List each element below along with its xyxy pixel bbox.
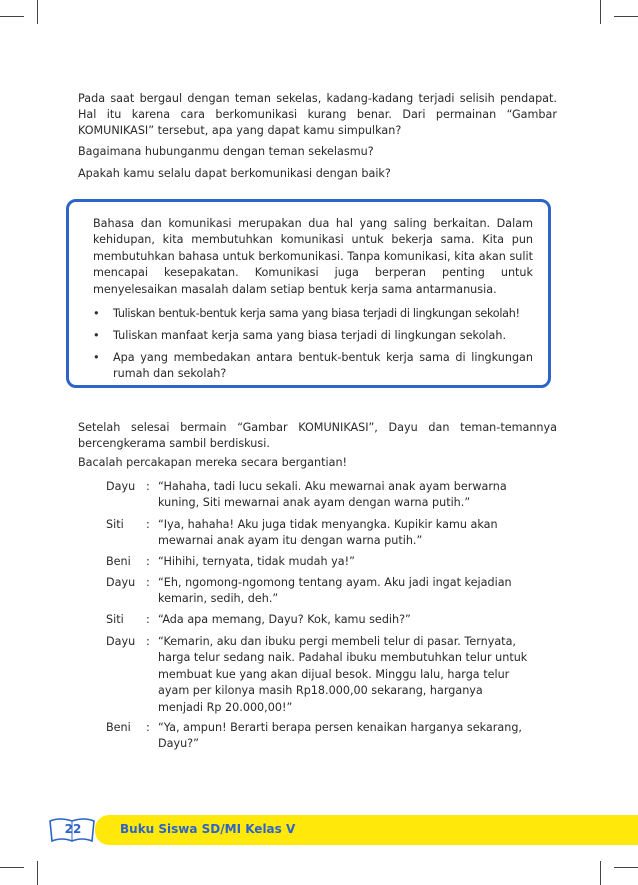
speaker-colon: : (146, 635, 150, 648)
dialogue-text: “Iya, hahaha! Aku juga tidak menyangka. Kupikir kamu akan mewarnai anak ayam itu dengan warna putih.” (158, 518, 498, 548)
speaker-name: Siti (106, 613, 124, 626)
bullet-text: Tuliskan manfaat kerja sama yang biasa terjadi di lingkungan sekolah. (113, 329, 507, 342)
discussion-intro: Setelah selesai bermain “Gambar KOMUNIKASI”, Dayu dan teman-temannya bercengkerama sambil berdiskusi. (78, 421, 557, 450)
footer-title: Buku Siswa SD/MI Kelas V (120, 822, 296, 836)
speaker-name: Dayu (106, 635, 136, 648)
intro-question-1: Bagaimana hubunganmu dengan teman sekelasmu? (78, 145, 374, 158)
reading-instruction: Bacalah percakapan mereka secara bergantian! (78, 456, 348, 469)
crop-mark (614, 16, 638, 17)
speaker-name: Siti (106, 518, 124, 531)
bullet-icon: • (93, 351, 100, 364)
intro-paragraph: Pada saat bergaul dengan teman sekelas, kadang-kadang terjadi selisih pendapat. Hal itu karena cara berkomunikasi kurang benar. Dari permainan “Gambar KOMUNIKASI” tersebut, apa yang dapat kamu simpulkan? (78, 92, 557, 137)
bullet-text: Apa yang membedakan antara bentuk-bentuk kerja sama di lingkungan rumah dan sekolah? (113, 351, 533, 381)
dialogue-text: “Ada apa memang, Dayu? Kok, kamu sedih?” (158, 613, 411, 626)
speaker-name: Dayu (106, 480, 136, 493)
bullet-text: Tuliskan bentuk-bentuk kerja sama yang biasa terjadi di lingkungan sekolah! (113, 307, 520, 320)
bullet-icon: • (93, 329, 100, 342)
speaker-name: Beni (106, 555, 131, 568)
crop-mark (0, 867, 24, 868)
dialogue-text: “Hihihi, ternyata, tidak mudah ya!” (158, 555, 355, 568)
speaker-name: Beni (106, 721, 131, 734)
dialogue-text: “Ya, ampun! Berarti berapa persen kenaikan harganya sekarang, Dayu?” (158, 721, 522, 751)
speaker-name: Dayu (106, 576, 136, 589)
crop-mark (37, 861, 38, 885)
crop-mark (600, 0, 601, 24)
speaker-colon: : (146, 721, 150, 734)
bullet-icon: • (93, 307, 100, 320)
intro-question-2: Apakah kamu selalu dapat berkomunikasi dengan baik? (78, 167, 391, 180)
dialogue-text: “Kemarin, aku dan ibuku pergi membeli telur di pasar. Ternyata, harga telur sedang naik. Padahal ibuku membutuhkan telur untuk membuat kue yang akan dijual besok. Minggu lalu, harga telur ayam per kilonya masih Rp18.000,00 sekarang, harganya menjadi Rp 20.000,00!” (158, 635, 528, 714)
dialogue-text: “Hahaha, tadi lucu sekali. Aku mewarnai anak ayam berwarna kuning, Siti mewarnai anak ayam dengan warna putih.” (158, 480, 507, 510)
speaker-colon: : (146, 480, 150, 493)
speaker-colon: : (146, 576, 150, 589)
page-number: 22 (64, 822, 82, 836)
crop-mark (600, 861, 601, 885)
dialogue-text: “Eh, ngomong-ngomong tentang ayam. Aku jadi ingat kejadian kemarin, sedih, deh.” (158, 576, 512, 606)
speaker-colon: : (146, 613, 150, 626)
crop-mark (0, 16, 24, 17)
info-box-text: Bahasa dan komunikasi merupakan dua hal yang saling berkaitan. Dalam kehidupan, kita membutuhkan komunikasi untuk bekerja sama. Kita pun membutuhkan bahasa untuk berkomunikasi. Tanpa komunikasi, kita akan sulit mencapai kesepakatan. Komunikasi juga berperan penting untuk menyelesaikan masalah dalam setiap bentuk kerja sama antarmanusia. (93, 217, 533, 296)
speaker-colon: : (146, 555, 150, 568)
crop-mark (614, 867, 638, 868)
crop-mark (37, 0, 38, 24)
speaker-colon: : (146, 518, 150, 531)
